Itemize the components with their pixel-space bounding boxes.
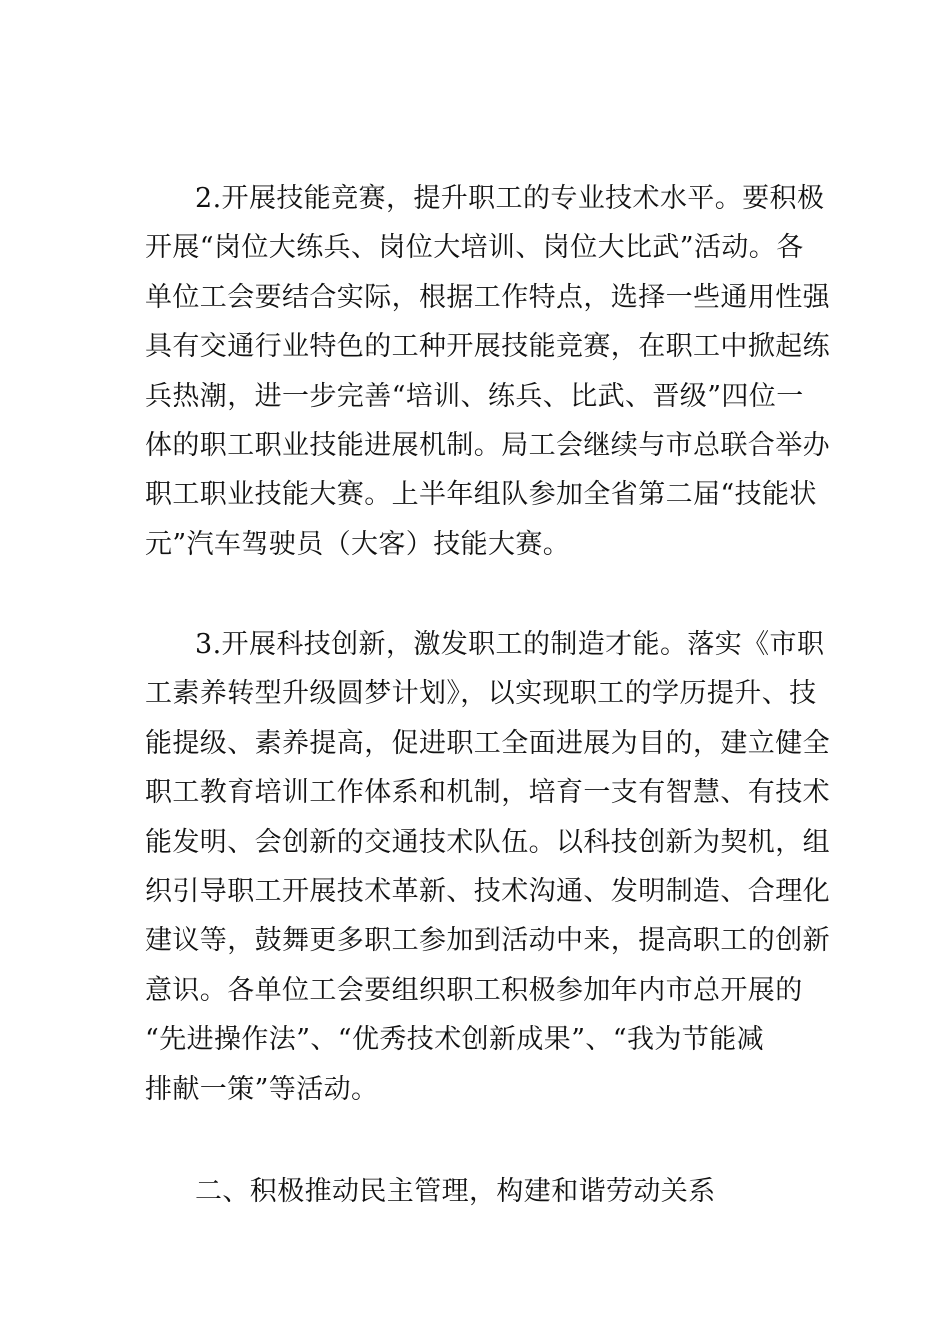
paragraph-line: 2.开展技能竞赛，提升职工的专业技术水平。要积极 [195, 183, 825, 214]
paragraph-line: 排献一策”等活动。 [145, 1073, 379, 1105]
paragraph-line: 能提级、素养提高，促进职工全面进展为目的，建立健全 [145, 727, 830, 759]
paragraph-line: 3.开展科技创新，激发职工的制造才能。落实《市职 [195, 629, 825, 660]
paragraph-line: 兵热潮，进一步完善“培训、练兵、比武、晋级”四位一 [145, 380, 804, 412]
paragraph-line: 建议等，鼓舞更多职工参加到活动中来，提高职工的创新 [145, 925, 830, 957]
section-heading [145, 1167, 809, 1216]
paragraph-skills-competition [145, 174, 830, 569]
paragraph-line: 元”汽车驾驶员（大客）技能大赛。 [145, 528, 571, 560]
paragraph-line: 工素养转型升级圆梦计划》，以实现职工的学历提升、技 [145, 678, 817, 710]
paragraph-tech-innovation [145, 620, 830, 1114]
paragraph-line: 职工教育培训工作体系和机制，培育一支有智慧、有技术 [145, 777, 830, 809]
section-heading-text: 二、积极推动民主管理，构建和谐劳动关系 [195, 1176, 716, 1207]
paragraph-line: 能发明、会创新的交通技术队伍。以科技创新为契机，组 [145, 826, 830, 858]
paragraph-line: 体的职工职业技能进展机制。局工会继续与市总联合举办 [145, 430, 830, 462]
paragraph-line: 意识。各单位工会要组织职工积极参加年内市总开展的 [145, 974, 803, 1006]
paragraph-line: 织引导职工开展技术革新、技术沟通、发明制造、合理化 [145, 876, 830, 908]
paragraph-line: 开展“岗位大练兵、岗位大培训、岗位大比武”活动。各 [145, 232, 804, 264]
paragraph-line: 职工职业技能大赛。上半年组队参加全省第二届“技能状 [145, 479, 817, 511]
paragraph-line: 具有交通行业特色的工种开展技能竞赛，在职工中掀起练 [145, 331, 830, 363]
paragraph-line: “先进操作法”、“优秀技术创新成果”、“我为节能减 [145, 1024, 765, 1056]
paragraph-line: 单位工会要结合实际，根据工作特点，选择一些通用性强 [145, 281, 830, 313]
